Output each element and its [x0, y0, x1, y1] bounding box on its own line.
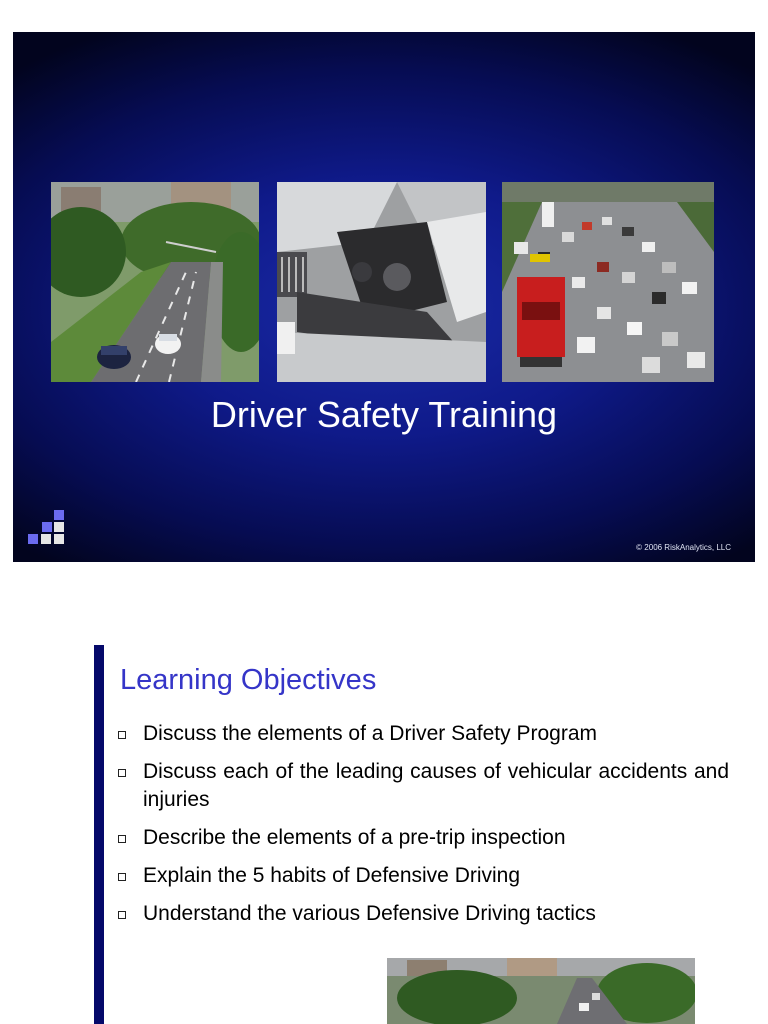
copyright-notice: © 2006 RiskAnalytics, LLC — [636, 543, 731, 552]
objectives-list — [117, 720, 729, 938]
slide-side-bar — [94, 645, 104, 1024]
square-bullet-icon — [118, 873, 126, 881]
city-road-photo — [387, 958, 695, 1024]
objective-text: Discuss the elements of a Driver Safety Program — [143, 722, 598, 745]
crashed-car-photo — [277, 182, 486, 382]
square-bullet-icon — [118, 769, 126, 777]
list-item — [117, 862, 729, 890]
title-slide — [13, 32, 755, 562]
list-item — [117, 720, 729, 748]
road-photo — [51, 182, 259, 382]
square-bullet-icon — [118, 835, 126, 843]
list-item — [117, 824, 729, 852]
objective-text: Explain the 5 habits of Defensive Driving — [143, 864, 521, 887]
slide-heading: Learning Objectives — [120, 664, 377, 696]
square-bullet-icon — [118, 731, 126, 739]
highway-traffic-photo — [502, 182, 714, 382]
objective-text: Understand the various Defensive Driving tactics — [143, 902, 596, 925]
slide-title: Driver Safety Training — [210, 394, 558, 435]
square-bullet-icon — [118, 911, 126, 919]
objective-text: Describe the elements of a pre-trip inspection — [143, 826, 566, 849]
objective-text: Discuss each of the leading causes of vehicular accidents and injuries — [143, 760, 729, 811]
riskanalytics-logo-icon — [26, 510, 66, 550]
list-item — [117, 900, 729, 928]
list-item — [117, 758, 729, 814]
